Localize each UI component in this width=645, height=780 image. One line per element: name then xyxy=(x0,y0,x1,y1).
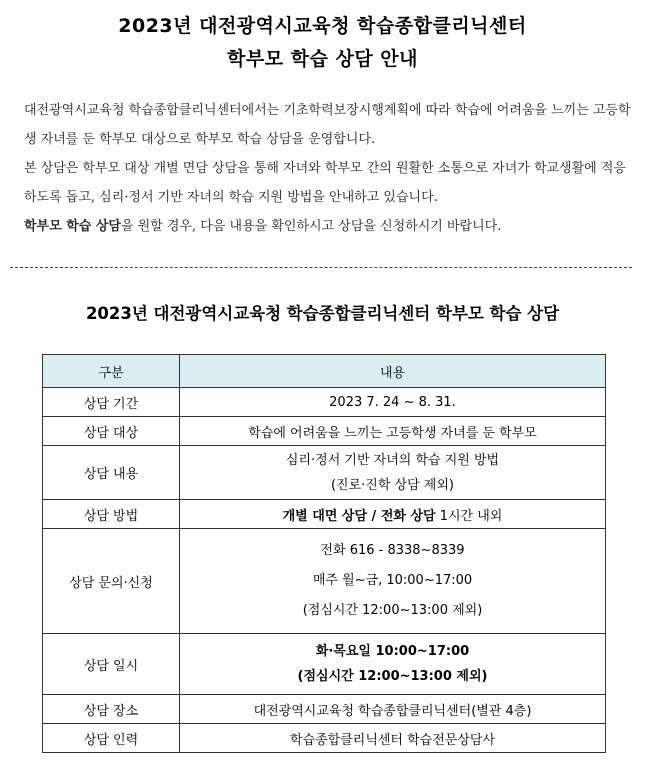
method-bold: 개별 대면 상담 / 전화 상담 xyxy=(282,508,436,524)
row-label: 상담 기간 xyxy=(43,388,180,417)
row-value xyxy=(180,529,606,634)
table-row xyxy=(43,634,606,695)
intro-paragraph-1: 대전광역시교육청 학습종합클리닉센터에서는 기초학력보장시행계획에 따라 학습에 어려움을 느끼는 고등학생 자녀를 둔 학부모 대상으로 학부모 학습 상담을 운영합니다. xyxy=(24,103,631,147)
header-category: 구분 xyxy=(43,355,180,388)
table-header-row xyxy=(43,355,606,388)
table-row xyxy=(43,529,606,634)
table-row xyxy=(43,417,606,446)
section-title: 2023년 대전광역시교육청 학습종합클리닉센터 학부모 학습 상담 xyxy=(85,304,560,323)
content-line-2: (진로·진학 상담 제외) xyxy=(330,477,454,493)
method-rest: 1시간 내외 xyxy=(435,508,503,524)
dashed-divider xyxy=(10,267,632,268)
schedule-line-2: (점심시간 12:00~13:00 제외) xyxy=(297,669,488,684)
row-label: 상담 문의·신청 xyxy=(43,529,180,634)
row-label: 상담 일시 xyxy=(43,634,180,695)
schedule-line-1: 화·목요일 10:00~17:00 xyxy=(315,644,470,659)
row-label: 상담 내용 xyxy=(43,446,180,500)
row-value: 2023 7. 24 ~ 8. 31. xyxy=(180,388,606,417)
row-label: 상담 방법 xyxy=(43,500,180,529)
intro-paragraph-3-rest: 을 원할 경우, 다음 내용을 확인하시고 상담을 신청하시기 바랍니다. xyxy=(120,219,502,234)
row-value xyxy=(180,500,606,529)
row-value xyxy=(180,446,606,500)
intro-text xyxy=(10,96,635,241)
table-row xyxy=(43,695,606,724)
info-table xyxy=(42,354,606,753)
page-subtitle: 학부모 학습 상담 안내 xyxy=(226,48,419,70)
intro-paragraph-2: 본 상담은 학부모 대상 개별 면담 상담을 통해 자녀와 학부모 간의 원활한 소통으로 자녀가 학교생활에 적응하도록 돕고, 심리·정서 기반 자녀의 학습 지원 방법을 안내하고 있습니다. xyxy=(24,161,626,205)
table-row xyxy=(43,446,606,500)
row-value: 학습에 어려움을 느끼는 고등학생 자녀를 둔 학부모 xyxy=(180,417,606,446)
intro-paragraph-3 xyxy=(10,212,635,241)
table-row xyxy=(43,500,606,529)
page-title: 2023년 대전광역시교육청 학습종합클리닉센터 xyxy=(118,15,527,37)
inquiry-hours: 매주 월~금, 10:00~17:00 xyxy=(312,573,473,588)
table-row xyxy=(43,724,606,753)
row-value: 학습종합클리닉센터 학습전문상담사 xyxy=(180,724,606,753)
content-line-1: 심리·정서 기반 자녀의 학습 지원 방법 xyxy=(285,452,500,468)
row-label: 상담 인력 xyxy=(43,724,180,753)
inquiry-phone: 전화 616 - 8338~8339 xyxy=(320,543,465,558)
header-content: 내용 xyxy=(180,355,606,388)
row-label: 상담 대상 xyxy=(43,417,180,446)
table-row xyxy=(43,388,606,417)
row-value: 대전광역시교육청 학습종합클리닉센터(별관 4층) xyxy=(180,695,606,724)
intro-emphasis: 학부모 학습 상담 xyxy=(24,219,121,234)
row-label: 상담 장소 xyxy=(43,695,180,724)
inquiry-lunch: (점심시간 12:00~13:00 제외) xyxy=(302,603,483,618)
row-value xyxy=(180,634,606,695)
